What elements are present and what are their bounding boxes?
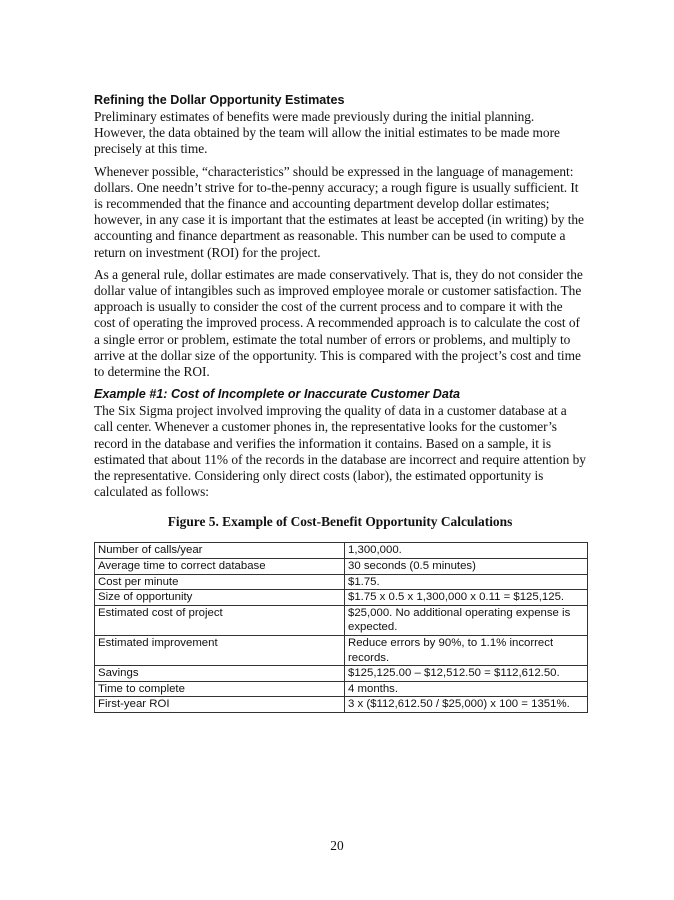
table-row xyxy=(95,666,588,682)
table-row xyxy=(95,636,588,666)
table-cell-label: Cost per minute xyxy=(95,574,345,590)
cost-benefit-table xyxy=(94,542,588,713)
table-row xyxy=(95,574,588,590)
table-row xyxy=(95,681,588,697)
table-cell-value: $1.75. xyxy=(345,574,588,590)
document-page xyxy=(94,92,586,713)
table-cell-label: Estimated cost of project xyxy=(95,605,345,635)
table-row xyxy=(95,697,588,713)
section-heading: Refining the Dollar Opportunity Estimates xyxy=(94,93,345,107)
table-cell-label: Savings xyxy=(95,666,345,682)
page-number: 20 xyxy=(330,838,344,853)
paragraph: The Six Sigma project involved improving the quality of data in a customer database at a call center. Whenever a customer phones in, the representative looks for the customer’s record in the database and verifies the information it contains. Based on a sample, it is estimated that about 11% of the records in the database are incorrect and require attention by the representative. Considering only direct costs (labor), the estimated opportunity is calculated as follows: xyxy=(94,403,586,500)
table-cell-value: $1.75 x 0.5 x 1,300,000 x 0.11 = $125,125. xyxy=(345,590,588,606)
table-cell-label: Size of opportunity xyxy=(95,590,345,606)
example-heading: Example #1: Cost of Incomplete or Inaccurate Customer Data xyxy=(94,387,461,402)
table-cell-value: 30 seconds (0.5 minutes) xyxy=(345,559,588,575)
table-cell-label: Average time to correct database xyxy=(95,559,345,575)
table-row xyxy=(95,605,588,635)
table-cell-label: Time to complete xyxy=(95,681,345,697)
table-cell-label: Estimated improvement xyxy=(95,636,345,666)
table-cell-label: Number of calls/year xyxy=(95,543,345,559)
table-cell-value: 3 x ($112,612.50 / $25,000) x 100 = 1351%. xyxy=(345,697,588,713)
table-row xyxy=(95,559,588,575)
table-cell-value: $125,125.00 – $12,512.50 = $112,612.50. xyxy=(345,666,588,682)
table-cell-label: First-year ROI xyxy=(95,697,345,713)
table-cell-value: $25,000. No additional operating expense is expected. xyxy=(345,605,588,635)
figure-title: Figure 5. Example of Cost-Benefit Opportunity Calculations xyxy=(167,514,513,530)
table-row xyxy=(95,543,588,559)
paragraph: Whenever possible, “characteristics” should be expressed in the language of management: dollars. One needn’t strive for to-the-penny accuracy; a rough figure is usually sufficient. It is recommended that the finance and accounting department develop dollar estimates; however, in any case it is important that the estimates at least be accepted (in writing) by the accounting and finance department as reasonable. This number can be used to compute a return on investment (ROI) for the project. xyxy=(94,163,584,260)
table-row xyxy=(95,590,588,606)
table-cell-value: 4 months. xyxy=(345,681,588,697)
table-cell-value: Reduce errors by 90%, to 1.1% incorrect records. xyxy=(345,636,588,666)
table-cell-value: 1,300,000. xyxy=(345,543,588,559)
paragraph: As a general rule, dollar estimates are made conservatively. That is, they do not consider the dollar value of intangibles such as improved employee morale or customer satisfaction. The approach is usually to consider the cost of the current process and to compare it with the cost of operating the improved process. A recommended approach is to calculate the cost of a single error or problem, estimate the total number of errors or problems, and multiply to arrive at the dollar size of the opportunity. This is compared with the project’s cost and time to determine the ROI. xyxy=(94,266,583,380)
paragraph: Preliminary estimates of benefits were made previously during the initial planning. However, the data obtained by the team will allow the initial estimates to be made more precisely at this time. xyxy=(94,109,560,157)
